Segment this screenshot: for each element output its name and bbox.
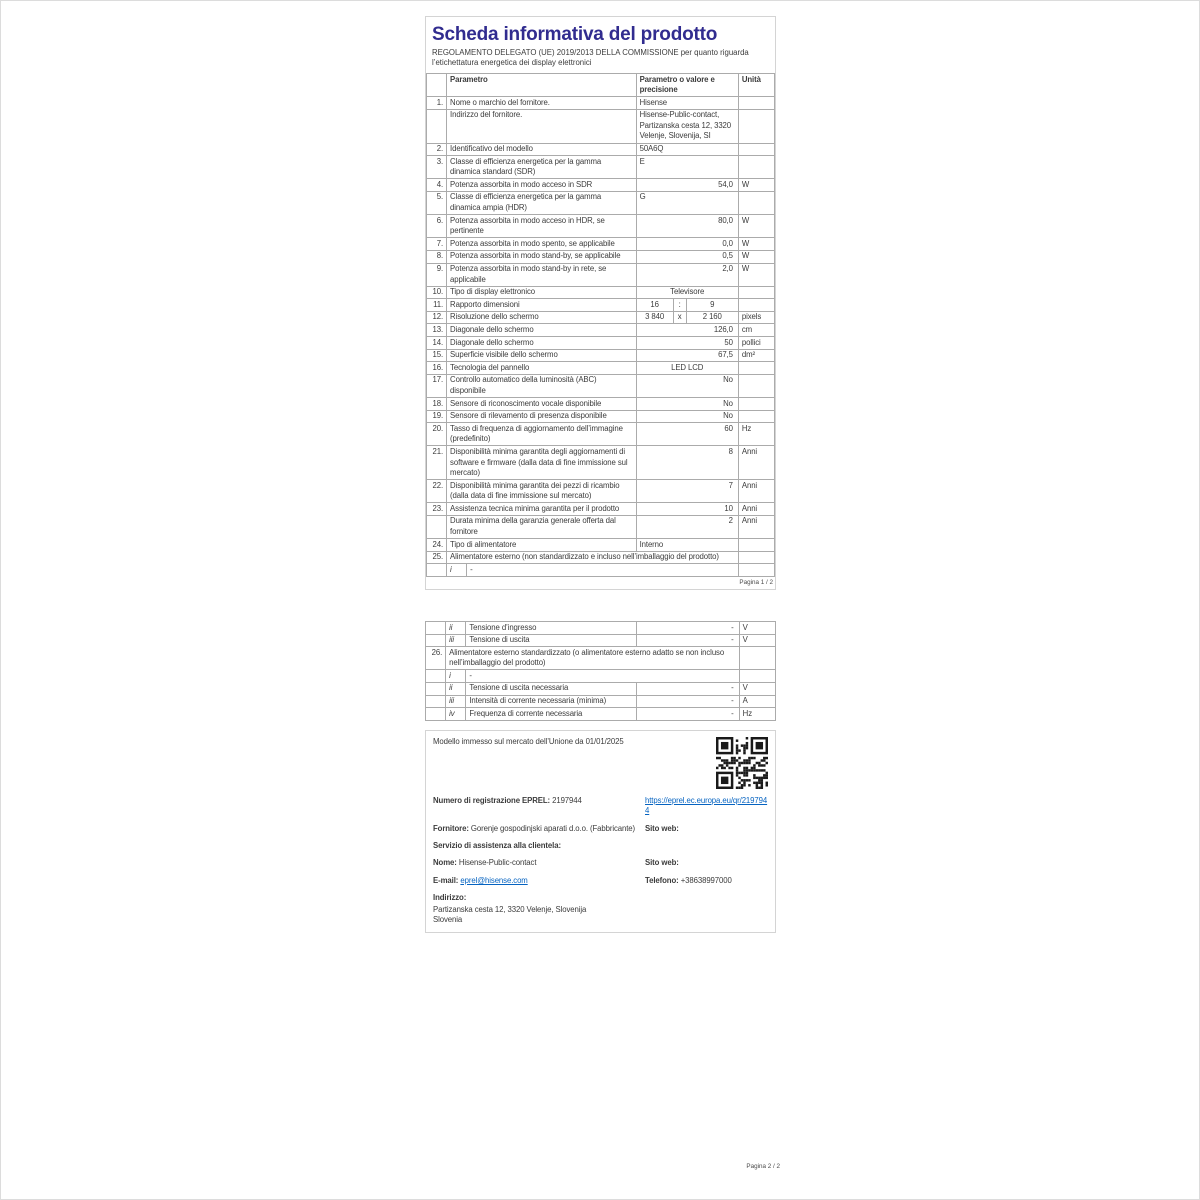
value-cell: - — [636, 708, 739, 721]
page-number-footer: Pagina 1 / 2 — [739, 578, 773, 586]
row-number: 25. — [427, 551, 447, 564]
table-row — [427, 564, 775, 577]
table-body-page2 — [426, 622, 776, 721]
unit-cell — [738, 551, 774, 564]
row-number: 7. — [427, 238, 447, 251]
table-row — [427, 156, 775, 179]
parameter-label: Tecnologia del pannello — [447, 362, 637, 375]
value-cell: No — [636, 410, 738, 423]
qr-code-icon — [716, 737, 768, 789]
parameter-label: Identificativo del modello — [447, 143, 637, 156]
unit-cell — [738, 286, 774, 299]
parameter-label: Potenza assorbita in modo stand-by, se applicabile — [447, 250, 637, 263]
phone-value: +38638997000 — [680, 875, 732, 885]
product-fiche-table — [426, 73, 775, 577]
unit-cell — [738, 539, 774, 552]
row-number — [426, 622, 446, 635]
name-label: Nome: — [433, 858, 457, 868]
table-row — [427, 191, 775, 214]
header-parameter: Parametro — [447, 74, 637, 97]
table-row — [427, 446, 775, 480]
row-number: 21. — [427, 446, 447, 480]
value-separator: : — [673, 299, 686, 312]
unit-cell — [738, 398, 774, 411]
address-line-2: Slovenia — [433, 915, 463, 924]
value-cell: 8 — [636, 446, 738, 480]
value-cell: 2 — [636, 515, 738, 538]
sub-value: - — [467, 564, 739, 577]
unit-cell: Anni — [738, 503, 774, 516]
header-number-cell — [427, 74, 447, 97]
row-number: 15. — [427, 349, 447, 362]
unit-cell — [738, 362, 774, 375]
table-row — [427, 423, 775, 446]
service-name-row — [433, 858, 645, 868]
table-row — [427, 179, 775, 192]
row-number: 18. — [427, 398, 447, 411]
row-number: 4. — [427, 179, 447, 192]
table-header-row — [427, 74, 775, 97]
page-title: Scheda informativa del prodotto — [432, 24, 718, 45]
page-2 — [425, 621, 780, 1173]
value-cell: Interno — [636, 539, 738, 552]
sub-index: iii — [446, 695, 466, 708]
value-second: 9 — [686, 299, 738, 312]
row-number: 1. — [427, 97, 447, 110]
value-cell: 0,0 — [636, 238, 738, 251]
parameter-label: Diagonale dello schermo — [447, 337, 637, 350]
value-second: 2 160 — [686, 311, 738, 324]
parameter-label: Diagonale dello schermo — [447, 324, 637, 337]
table-row — [427, 109, 775, 143]
row-number — [427, 564, 447, 577]
row-number: 14. — [427, 337, 447, 350]
eprel-label: Numero di registrazione EPREL: — [433, 795, 551, 805]
unit-cell — [738, 156, 774, 179]
value-cell: 50 — [636, 337, 738, 350]
value-cell: - — [636, 634, 739, 647]
parameter-label: Intensità di corrente necessaria (minima) — [466, 695, 636, 708]
parameter-label: Disponibilità minima garantita dei pezzi di ricambio (dalla data di fine immissione sul mercato) — [447, 480, 637, 503]
unit-cell: W — [738, 179, 774, 192]
unit-cell — [738, 97, 774, 110]
row-number: 2. — [427, 143, 447, 156]
row-number: 26. — [426, 647, 446, 670]
row-number: 16. — [427, 362, 447, 375]
row-number — [426, 670, 446, 683]
parameter-label: Superficie visibile dello schermo — [447, 349, 637, 362]
table-row — [427, 515, 775, 538]
parameter-label: Classe di efficienza energetica per la gamma dinamica standard (SDR) — [447, 156, 637, 179]
row-number: 20. — [427, 423, 447, 446]
unit-cell: Hz — [738, 423, 774, 446]
unit-cell: V — [739, 622, 775, 635]
row-number: 9. — [427, 263, 447, 286]
value-cell: Hisense-Public-contact, Partizanska cesta 12, 3320 Velenje, Slovenija, SI — [636, 109, 738, 143]
parameter-label: Assistenza tecnica minima garantita per il prodotto — [447, 503, 637, 516]
row-number: 10. — [427, 286, 447, 299]
value-cell: 2,0 — [636, 263, 738, 286]
unit-cell: W — [738, 250, 774, 263]
value-cell: E — [636, 156, 738, 179]
unit-cell: A — [739, 695, 775, 708]
row-number — [426, 708, 446, 721]
row-number: 5. — [427, 191, 447, 214]
sub-index: ii — [446, 682, 466, 695]
table-row — [426, 622, 776, 635]
value-cell: 0,5 — [636, 250, 738, 263]
parameter-label: Tensione di uscita necessaria — [466, 682, 636, 695]
unit-cell: Anni — [738, 446, 774, 480]
parameter-label: Tipo di display elettronico — [447, 286, 637, 299]
parameter-label: Rapporto dimensioni — [447, 299, 637, 312]
row-number: 22. — [427, 480, 447, 503]
parameter-label: Sensore di rilevamento di presenza disponibile — [447, 410, 637, 423]
value-cell: 60 — [636, 423, 738, 446]
address-label: Indirizzo: — [433, 893, 467, 903]
unit-cell: Hz — [739, 708, 775, 721]
value-cell: Hisense — [636, 97, 738, 110]
registration-info-box — [425, 730, 776, 934]
unit-cell — [738, 191, 774, 214]
unit-cell: Anni — [738, 515, 774, 538]
unit-cell: Anni — [738, 480, 774, 503]
value-cell: 50A6Q — [636, 143, 738, 156]
unit-cell — [738, 410, 774, 423]
parameter-label: Tipo di alimentatore — [447, 539, 637, 552]
row-number — [427, 109, 447, 143]
regulation-subtitle: REGOLAMENTO DELEGATO (UE) 2019/2013 DELLA COMMISSIONE per quanto riguarda l’etichettatura energetica dei display elettronici — [432, 48, 749, 67]
sub-index: i — [447, 564, 467, 577]
table-row — [427, 539, 775, 552]
unit-cell: W — [738, 263, 774, 286]
address-line-1: Partizanska cesta 12, 3320 Velenje, Slovenija — [433, 904, 587, 914]
row-number: 3. — [427, 156, 447, 179]
customer-service-heading: Servizio di assistenza alla clientela: — [433, 840, 561, 850]
unit-cell: V — [739, 682, 775, 695]
name-value: Hisense-Public-contact — [458, 858, 537, 868]
email-link[interactable]: eprel@hisense.com — [460, 875, 528, 885]
unit-cell: cm — [738, 324, 774, 337]
email-row — [433, 876, 645, 886]
parameter-label: Potenza assorbita in modo spento, se applicabile — [447, 238, 637, 251]
table-row — [427, 349, 775, 362]
website-label: Sito web: — [645, 823, 679, 833]
table-row — [427, 551, 775, 564]
value-cell: - — [636, 622, 739, 635]
phone-row — [645, 876, 768, 886]
table-row — [426, 682, 776, 695]
parameter-label: Tasso di frequenza di aggiornamento dell’immagine (predefinito) — [447, 423, 637, 446]
parameter-label: Classe di efficienza energetica per la gamma dinamica ampia (HDR) — [447, 191, 637, 214]
sub-index: iii — [446, 634, 466, 647]
header-value: Parametro o valore e precisione — [636, 74, 738, 97]
parameter-label: Durata minima della garanzia generale offerta dal fornitore — [447, 515, 637, 538]
table-row — [427, 324, 775, 337]
eprel-registration — [433, 796, 645, 806]
parameter-label: Indirizzo del fornitore. — [447, 109, 637, 143]
supplier-label: Fornitore: — [433, 823, 469, 833]
table-row — [427, 286, 775, 299]
parameter-span: Alimentatore esterno standardizzato (o alimentatore esterno adatto se non incluso nell’imballaggio del prodotto) — [446, 647, 740, 670]
unit-cell: pixels — [738, 311, 774, 324]
value-cell: 126,0 — [636, 324, 738, 337]
value-cell: - — [636, 682, 739, 695]
email-label: E-mail: — [433, 875, 459, 885]
unit-cell — [739, 647, 775, 670]
value-cell: No — [636, 374, 738, 397]
page-number-footer: Pagina 2 / 2 — [746, 1163, 780, 1170]
table-row — [426, 695, 776, 708]
unit-cell — [738, 299, 774, 312]
header-unit: Unità — [738, 74, 774, 97]
parameter-label: Potenza assorbita in modo acceso in HDR, se pertinente — [447, 215, 637, 238]
sub-index: i — [446, 670, 466, 683]
row-number — [426, 695, 446, 708]
table-row — [427, 311, 775, 324]
row-number: 12. — [427, 311, 447, 324]
row-number: 17. — [427, 374, 447, 397]
value-cell: 7 — [636, 480, 738, 503]
table-row — [427, 215, 775, 238]
table-row — [427, 398, 775, 411]
sub-value: - — [466, 670, 739, 683]
unit-cell: dm² — [738, 349, 774, 362]
parameter-label: Tensione d’ingresso — [466, 622, 636, 635]
parameter-label: Sensore di riconoscimento vocale disponibile — [447, 398, 637, 411]
unit-cell: pollici — [738, 337, 774, 350]
unit-cell — [739, 670, 775, 683]
supplier-value: Gorenje gospodinjski aparati d.o.o. (Fabbricante) — [470, 823, 636, 833]
table-row — [427, 143, 775, 156]
parameter-label: Controllo automatico della luminosità (ABC) disponibile — [447, 374, 637, 397]
website2-label: Sito web: — [645, 858, 679, 868]
table-row — [427, 362, 775, 375]
value-first: 3 840 — [636, 311, 673, 324]
eprel-number: 2197944 — [552, 795, 582, 805]
parameter-label: Disponibilità minima garantita degli aggiornamenti di software e firmware (dalla data di fine immissione sul mercato) — [447, 446, 637, 480]
value-cell: 10 — [636, 503, 738, 516]
value-cell: Televisore — [636, 286, 738, 299]
unit-cell — [738, 143, 774, 156]
parameter-label: Potenza assorbita in modo acceso in SDR — [447, 179, 637, 192]
sub-index: ii — [446, 622, 466, 635]
unit-cell — [738, 109, 774, 143]
row-number: 23. — [427, 503, 447, 516]
parameter-label: Potenza assorbita in modo stand-by in rete, se applicabile — [447, 263, 637, 286]
table-row — [427, 480, 775, 503]
table-row — [427, 503, 775, 516]
unit-cell: V — [739, 634, 775, 647]
row-number — [426, 634, 446, 647]
table-row — [427, 299, 775, 312]
phone-label: Telefono: — [645, 875, 679, 885]
value-cell: G — [636, 191, 738, 214]
row-number: 24. — [427, 539, 447, 552]
unit-cell: W — [738, 215, 774, 238]
parameter-label: Frequenza di corrente necessaria — [466, 708, 636, 721]
row-number: 11. — [427, 299, 447, 312]
value-separator: x — [673, 311, 686, 324]
parameter-label: Nome o marchio del fornitore. — [447, 97, 637, 110]
table-body-page1 — [427, 97, 775, 577]
value-first: 16 — [636, 299, 673, 312]
parameter-span: Alimentatore esterno (non standardizzato e incluso nell’imballaggio del prodotto) — [447, 551, 739, 564]
unit-cell — [738, 564, 774, 577]
table-row — [426, 708, 776, 721]
market-entry-text: Modello immesso sul mercato dell’Unione da 01/01/2025 — [433, 736, 624, 746]
row-number: 6. — [427, 215, 447, 238]
value-cell: No — [636, 398, 738, 411]
row-number — [427, 515, 447, 538]
row-number — [426, 682, 446, 695]
value-cell: LED LCD — [636, 362, 738, 375]
table-row — [426, 670, 776, 683]
table-row — [427, 374, 775, 397]
table-row — [427, 97, 775, 110]
value-cell: 67,5 — [636, 349, 738, 362]
row-number: 8. — [427, 250, 447, 263]
value-cell: - — [636, 695, 739, 708]
row-number: 13. — [427, 324, 447, 337]
sub-index: iv — [446, 708, 466, 721]
product-fiche-table-continued — [425, 621, 776, 721]
table-row — [427, 238, 775, 251]
value-cell: 80,0 — [636, 215, 738, 238]
table-row — [427, 250, 775, 263]
table-row — [427, 337, 775, 350]
page-1 — [425, 16, 776, 590]
table-row — [426, 634, 776, 647]
parameter-label: Risoluzione dello schermo — [447, 311, 637, 324]
eprel-link[interactable]: https://eprel.ec.europa.eu/qr/2197944 — [645, 795, 768, 816]
unit-cell — [738, 374, 774, 397]
unit-cell: W — [738, 238, 774, 251]
row-number: 19. — [427, 410, 447, 423]
parameter-label: Tensione di uscita — [466, 634, 636, 647]
value-cell: 54,0 — [636, 179, 738, 192]
supplier-row — [433, 824, 645, 834]
table-row — [427, 410, 775, 423]
table-row — [426, 647, 776, 670]
table-row — [427, 263, 775, 286]
